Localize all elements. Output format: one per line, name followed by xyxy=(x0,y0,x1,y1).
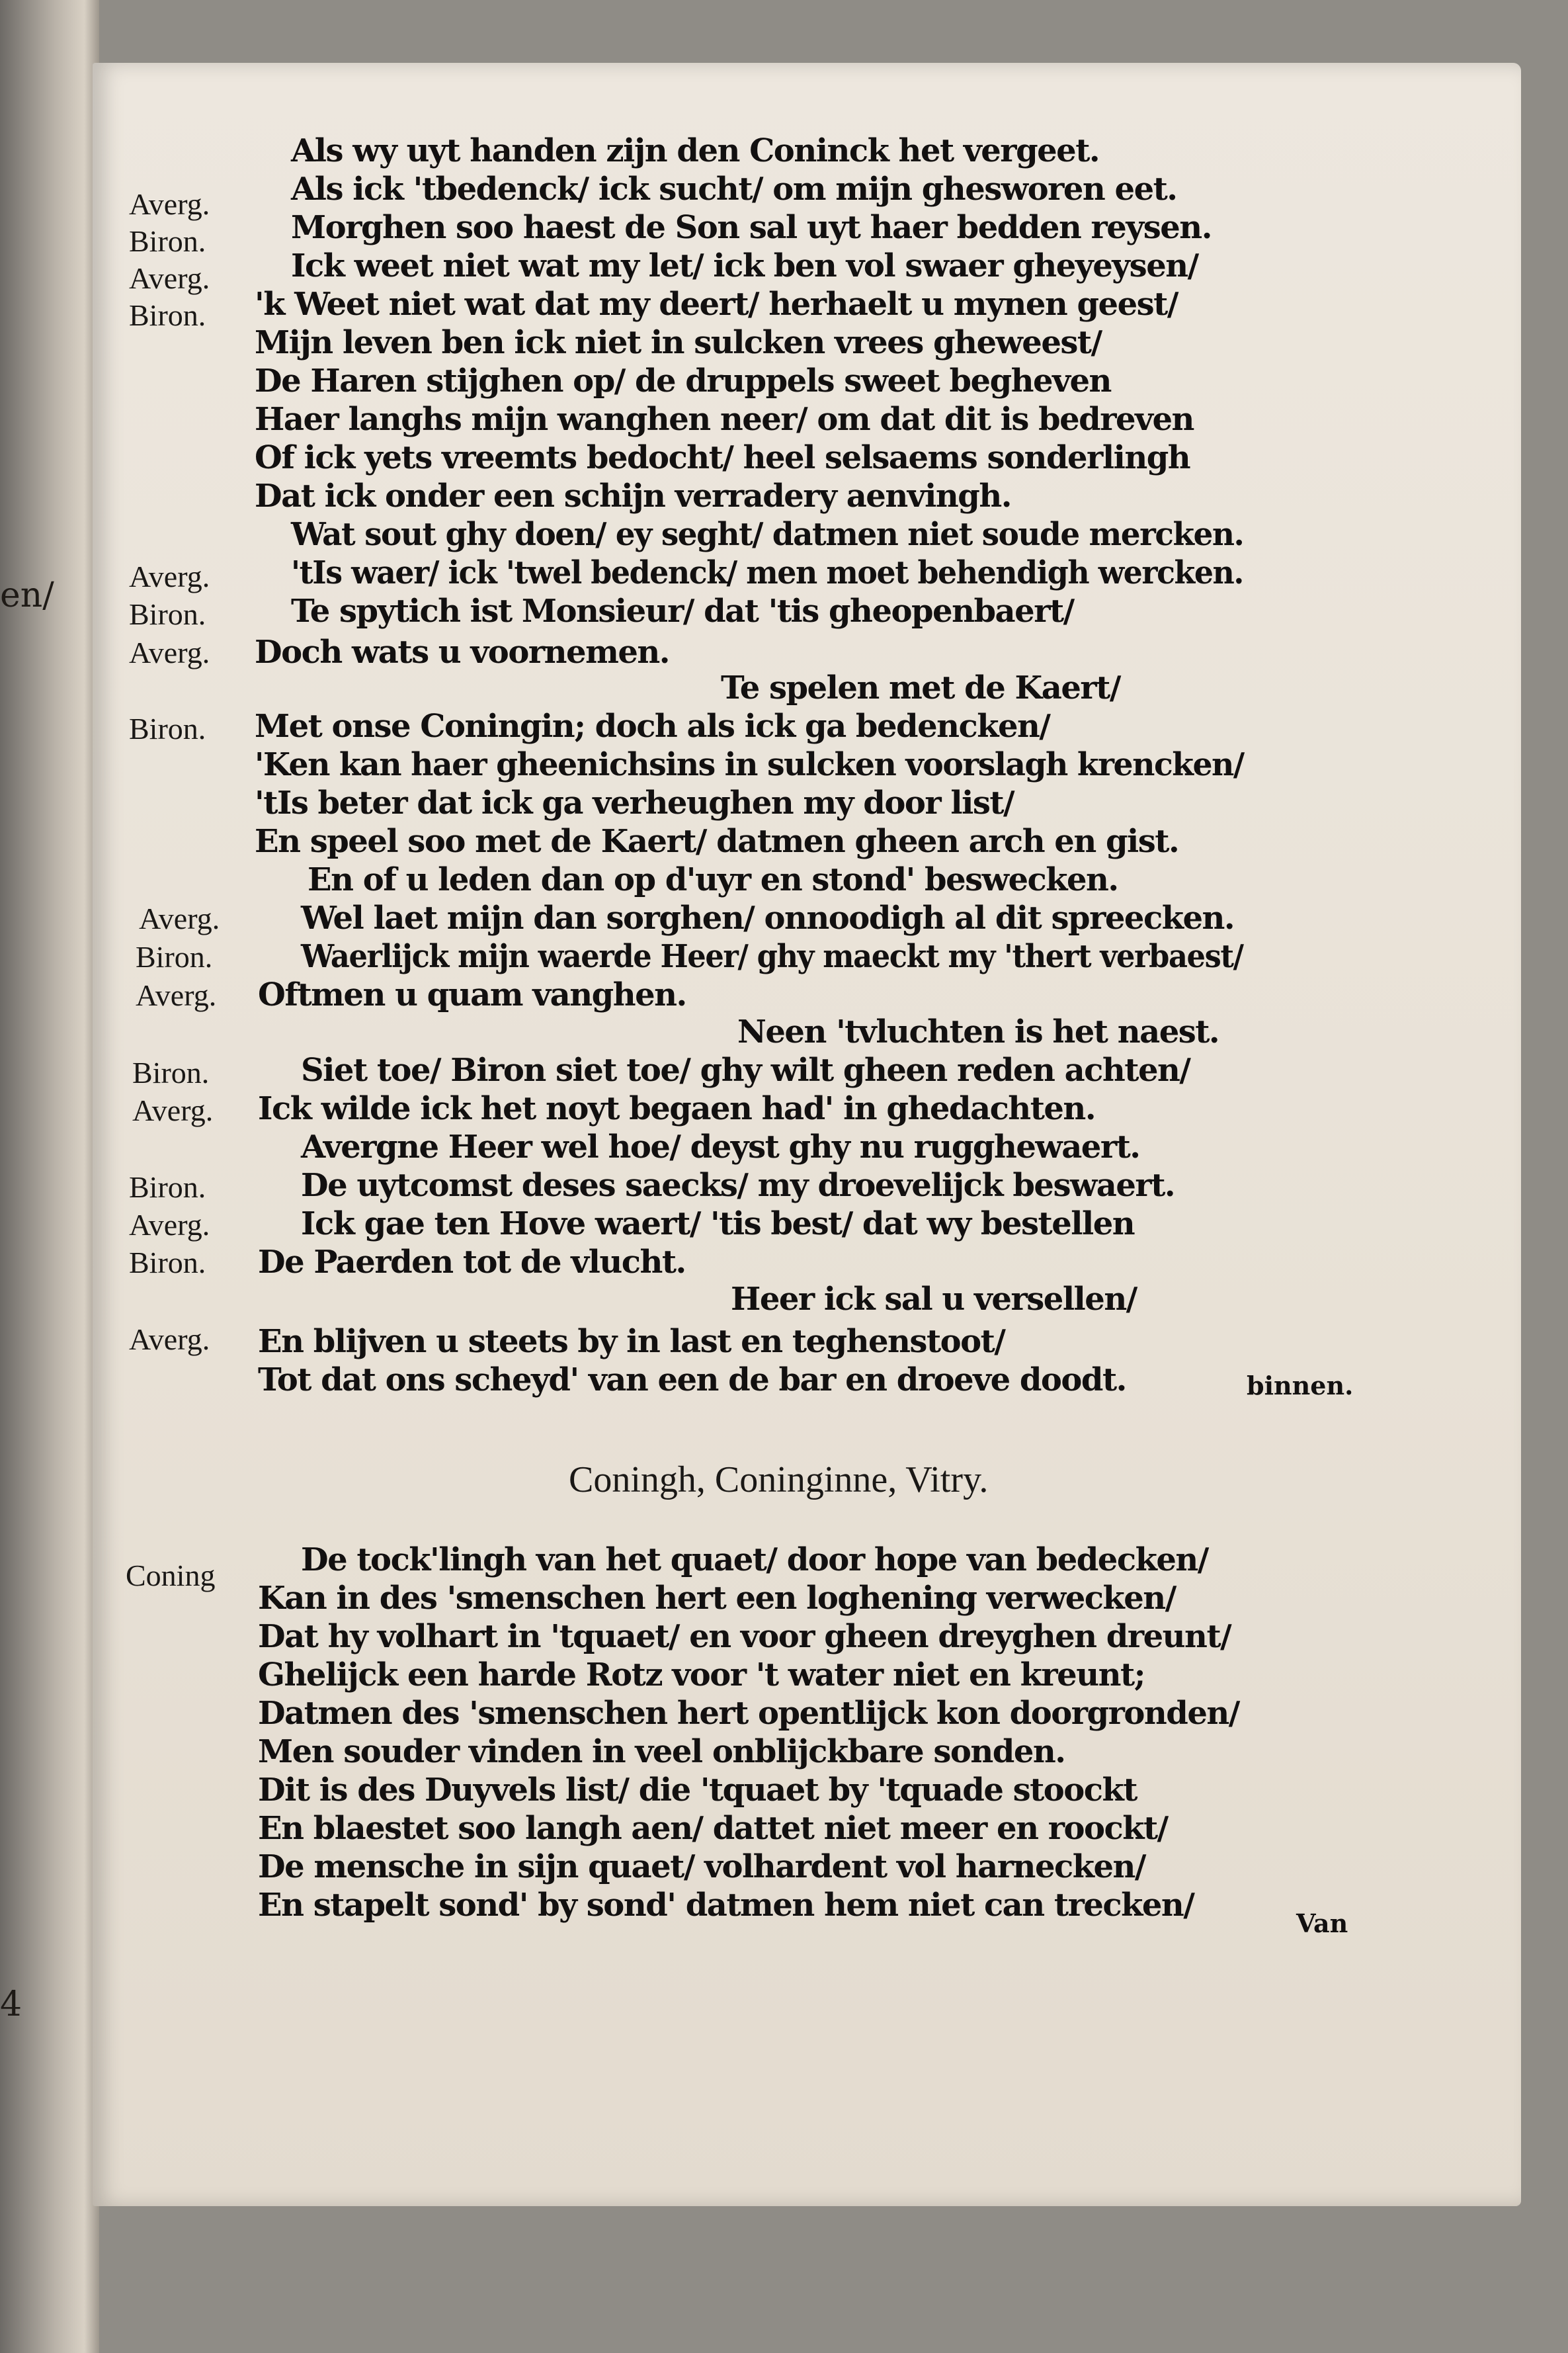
verse-line: Wat sout ghy doen/ ey seght/ datmen niet soude mercken. xyxy=(291,516,1244,553)
speaker-label: Biron. xyxy=(129,712,206,746)
catchword: Van xyxy=(1296,1908,1348,1938)
verse-line: 'Ken kan haer gheenichsins in sulcken voorslagh krencken/ xyxy=(255,746,1244,783)
verse-line: Siet toe/ Biron siet toe/ ghy wilt gheen reden achten/ xyxy=(301,1052,1190,1089)
speaker-label: Coning xyxy=(126,1559,216,1592)
speaker-label: Averg. xyxy=(129,261,210,295)
verse-line: Tot dat ons scheyd' van een de bar en droeve doodt. xyxy=(258,1361,1126,1398)
verse-line: Te spelen met de Kaert/ xyxy=(721,669,1120,706)
speaker-label: Averg. xyxy=(129,560,210,593)
speaker-label: Biron. xyxy=(136,940,213,974)
stage-direction: binnen. xyxy=(1247,1371,1354,1400)
verse-line: En of u leden dan op d'uyr en stond' beswecken. xyxy=(308,861,1118,898)
verse-line: En blijven u steets by in last en teghenstoot/ xyxy=(258,1323,1005,1360)
verse-line: Ghelijck een harde Rotz voor 't water niet en kreunt; xyxy=(258,1656,1145,1693)
verse-line: De tock'lingh van het quaet/ door hope van bedecken/ xyxy=(301,1541,1208,1578)
verse-line: Wel laet mijn dan sorghen/ onnoodigh al dit spreecken. xyxy=(301,900,1235,937)
verse-line: Men souder vinden in veel onblijckbare sonden. xyxy=(258,1733,1065,1770)
verse-line: Met onse Coningin; doch als ick ga bedencken/ xyxy=(255,708,1050,745)
verse-line: Waerlijck mijn waerde Heer/ ghy maeckt my 'thert verbaest/ xyxy=(301,938,1243,975)
speaker-label: Averg. xyxy=(129,1208,210,1242)
verse-line: Dit is des Duyvels list/ die 'tquaet by 'tquade stoockt xyxy=(258,1772,1137,1809)
verse-line: Ick weet niet wat my let/ ick ben vol swaer gheyeysen/ xyxy=(291,247,1198,284)
speaker-label: Averg. xyxy=(139,902,220,935)
verse-line: Dat ick onder een schijn verradery aenvingh. xyxy=(255,478,1011,515)
speaker-label: Biron. xyxy=(129,597,206,631)
speaker-label: Averg. xyxy=(132,1093,214,1127)
verse-line: Of ick yets vreemts bedocht/ heel selsaems sonderlingh xyxy=(255,439,1190,476)
verse-line: Doch wats u voornemen. xyxy=(255,634,669,671)
verse-line: 'tIs beter dat ick ga verheughen my door list/ xyxy=(255,785,1014,822)
verse-line: Avergne Heer wel hoe/ deyst ghy nu rugghewaert. xyxy=(301,1129,1140,1166)
verse-line: 'tIs waer/ ick 'twel bedenck/ men moet behendigh wercken. xyxy=(291,554,1243,591)
verse-line: Mijn leven ben ick niet in sulcken vrees gheweest/ xyxy=(255,324,1102,361)
verse-line: Oftmen u quam vanghen. xyxy=(258,976,686,1013)
verse-line: De Paerden tot de vlucht. xyxy=(258,1244,686,1281)
verse-line: Neen 'tvluchten is het naest. xyxy=(737,1013,1219,1050)
verse-line: Haer langhs mijn wanghen neer/ om dat dit is bedreven xyxy=(255,401,1194,438)
speaker-label: Averg. xyxy=(136,978,217,1012)
verse-line: Ick wilde ick het noyt begaen had' in ghedachten. xyxy=(258,1090,1096,1127)
verse-line: Te spytich ist Monsieur/ dat 'tis gheopenbaert/ xyxy=(291,593,1074,630)
speaker-label: Averg. xyxy=(129,187,210,221)
speaker-label: Biron. xyxy=(129,298,206,332)
verse-line: Datmen des 'smenschen hert opentlijck kon doorgronden/ xyxy=(258,1695,1239,1732)
verse-line: En speel soo met de Kaert/ datmen gheen arch en gist. xyxy=(255,823,1179,860)
speaker-label: Averg. xyxy=(129,1322,210,1356)
verse-line: 'k Weet niet wat dat my deert/ herhaelt u mynen geest/ xyxy=(255,286,1178,323)
speaker-label: Biron. xyxy=(129,1246,206,1279)
verse-line: Kan in des 'smenschen hert een loghening verwecken/ xyxy=(258,1580,1176,1617)
scene-heading: Coningh, Coninginne, Vitry. xyxy=(569,1459,989,1500)
verse-line: Morghen soo haest de Son sal uyt haer bedden reysen. xyxy=(291,209,1212,246)
verse-line: En blaestet soo langh aen/ dattet niet meer en roockt/ xyxy=(258,1810,1168,1847)
verse-line: En stapelt sond' by sond' datmen hem niet can trecken/ xyxy=(258,1887,1194,1924)
verse-line: De mensche in sijn quaet/ volhardent vol harnecken/ xyxy=(258,1848,1145,1885)
left-page-fragment: en/ xyxy=(0,576,54,615)
speaker-label: Biron. xyxy=(129,1170,206,1204)
verse-line: Dat hy volhart in 'tquaet/ en voor gheen dreyghen dreunt/ xyxy=(258,1618,1231,1655)
speaker-label: Biron. xyxy=(129,224,206,258)
verse-line: De uytcomst deses saecks/ my droevelijck beswaert. xyxy=(301,1167,1175,1204)
verse-line: Als wy uyt handen zijn den Coninck het vergeet. xyxy=(291,132,1100,169)
left-page-fragment: 4 xyxy=(0,1985,22,2024)
speaker-label: Biron. xyxy=(132,1056,210,1090)
verse-line: Heer ick sal u versellen/ xyxy=(731,1281,1137,1318)
speaker-label: Averg. xyxy=(129,636,210,669)
verse-line: Ick gae ten Hove waert/ 'tis best/ dat wy bestellen xyxy=(301,1205,1135,1242)
verse-line: Als ick 'tbedenck/ ick sucht/ om mijn ghesworen eet. xyxy=(291,171,1177,208)
verse-line: De Haren stijghen op/ de druppels sweet begheven xyxy=(255,363,1111,400)
